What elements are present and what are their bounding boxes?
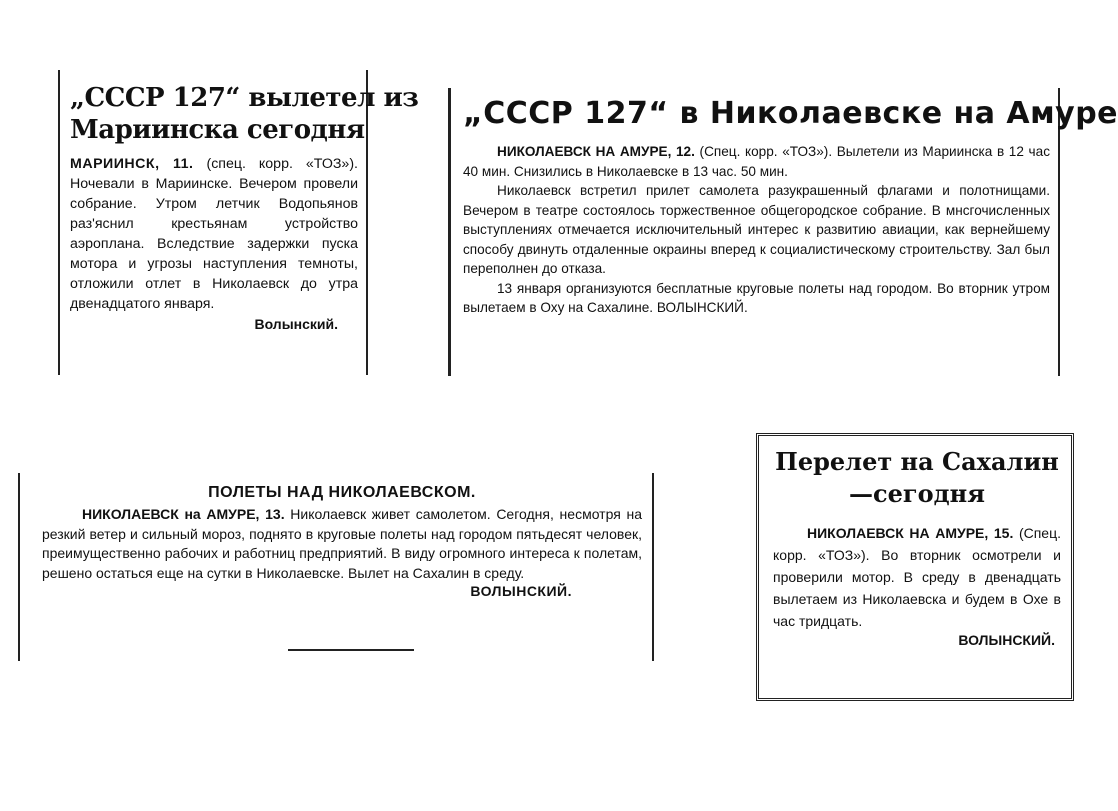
article-paragraph-2: Николаевск встретил прилет самолета разукрашенный флагами и полотнищами. Вечером в театре состоялось торжественное общегородское собрание. В мнсгочисленных выступлениях отмечается исключительный интерес к развитию авиации, как вернейшему способу двинуть отдаленные окраины вперед к социалистическому строительству. Зал был переполнен до отказа. — [463, 183, 1050, 276]
dateline: МАРИИНСК, 11. — [70, 156, 194, 172]
signature: ВОЛЫНСКИЙ. — [958, 632, 1055, 648]
article-body — [773, 522, 1061, 632]
article-body — [42, 505, 642, 583]
headline-line-2: Мариинска сегодня — [70, 115, 365, 145]
signature: ВОЛЫНСКИЙ. — [470, 583, 572, 599]
article-text: Николаевск живет самолетом. Сегодня, несмотря на резкий ветер и сильный мороз, поднято в круговые полеты над городом пятьдесят человек, преимущественно рабочих и работниц предприятий. В виду огромного интереса к полетам, решено остаться еще на сутки в Николаевске. Вылет на Сахалин в среду. — [42, 506, 643, 581]
article-text: (Спец. корр. «ТОЗ»). Во вторник осмотрели и проверили мотор. В среду в двенадцать вылетаем из Николаевска и будем в Охе в час тридцать. — [773, 525, 1062, 629]
article-text: (спец. корр. «ТОЗ»). Ночевали в Мариинске. Вечером провели собрание. Утром летчик Водопьянов раз'яснил крестьянам устройство аэроплана. Вследствие задержки пуска мотора и угрозы наступления темноты, отложили отлет в Николаевск до утра двенадцатого января. — [70, 156, 358, 312]
clipping-mariinsk — [58, 70, 419, 375]
headline-line-2: —сегодня — [849, 479, 985, 508]
headline: ПОЛЕТЫ НАД НИКОЛАЕВСКОМ. — [208, 484, 476, 501]
clipping-nikolaevsk-arrival — [448, 88, 1118, 376]
headline-line-1: Перелет на Сахалин — [775, 447, 1059, 476]
headline-line-1: „СССР 127“ вылетел из — [70, 83, 419, 113]
signature: Волынский. — [254, 316, 338, 332]
dateline: НИКОЛАЕВСК на АМУРЕ, 13. — [82, 506, 285, 522]
article-paragraph-1 — [463, 142, 1050, 181]
headline — [773, 446, 1061, 510]
dateline: НИКОЛАЕВСК НА АМУРЕ, 12. — [497, 144, 695, 159]
clipping-flights-over-nikolaevsk — [18, 473, 654, 661]
headline — [70, 82, 419, 146]
headline: „СССР 127“ в Николаевске на Амуре — [463, 96, 1118, 131]
article-paragraph-3: 13 января организуются бесплатные круговые полеты над городом. Во вторник утром вылетаем в Оху на Сахалине. ВОЛЫНСКИЙ. — [463, 280, 1050, 315]
clipping-flight-to-sakhalin — [756, 433, 1074, 701]
dateline: НИКОЛАЕВСК НА АМУРЕ, 15. — [807, 525, 1014, 541]
article-body — [70, 154, 358, 314]
article-text: (Спец. корр. «ТОЗ»). Вылетели из Мариинска в 12 час 40 мин. Снизились в Николаевске в 13 час. 50 мин. — [463, 144, 1050, 179]
divider-rule — [288, 649, 414, 651]
